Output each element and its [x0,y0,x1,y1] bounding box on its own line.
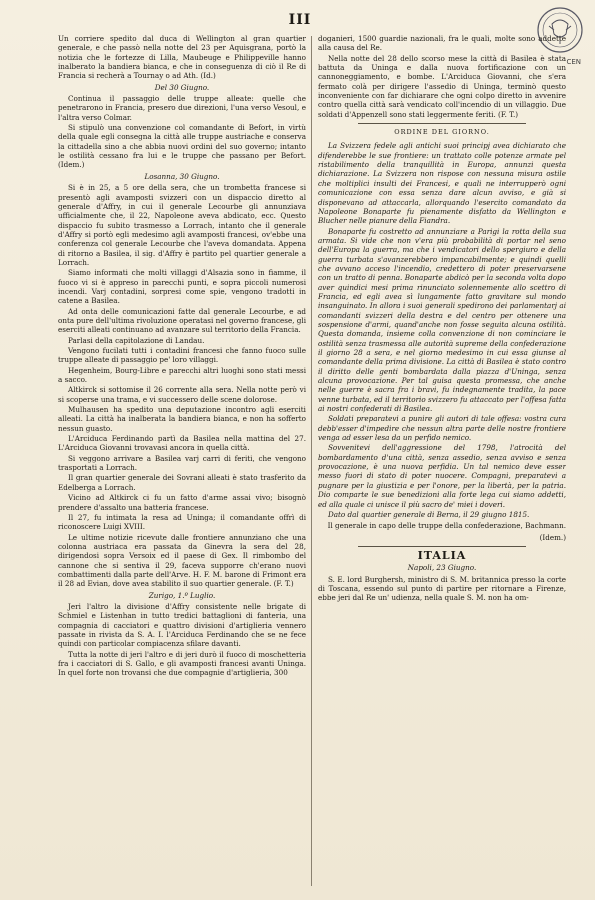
paragraph: Un corriere spedito dal duca di Wellington al gran quartier generale, e che passò nella notte del 23 per Aquisgrana, portò la notizia che le fortezze di Lilla, Maubeuge e Philippeville hanno inalberato la bandiera bianca, e che in conseguenza di ciò il Re di Francia si recherà a Tournay o ad Ath. (Id.) [58,34,306,81]
paragraph: L'Arciduca Ferdinando partì da Basilea nella mattina del 27. L'Arciduca Giovanni trovavasi ancora in quella città. [58,434,306,453]
column-divider [311,36,312,886]
paragraph: Sovvenitevi dell'aggressione del 1798, l'atrocità del bombardamento d'una città, senza assedio, senza avviso e senza provocazione, è una nuova perfidia. Un tal nemico deve esser messo fuori di stato di poter nuocere. Compagni, preparatevi a pugnare per la giustizia e per l'onore, per la libertà, per la patria. Dio comparte le sue benedizioni alla forte lega cui siamo addetti, ed alla quale ci unisce il più sacro de' miei i doveri. [318,443,566,509]
paragraph: S. E. lord Burghersh, ministro di S. M. britannica presso la corte di Toscana, essendo sul punto di partire per ritornare a Firenze, ebbe jeri dal Re un' udienza, nella quale S. M. non ha om- [318,574,566,603]
section-heading: ITALIA [417,548,467,562]
paragraph: Soldati preparatevi a punire gli autori di tale offesa: vostra cura debb'esser d'impedire che nessun altra parte delle nostre frontiere venga ad esser lesa da un perfido nemico. [318,414,566,443]
paragraph: Continua il passaggio delle truppe alleate: quelle che penetrarono in Francia, presero due direzioni, l'una verso Vesoul, e l'altra verso Colmar. [58,94,306,122]
dateline: Zurigo, 1.º Luglio. [148,590,216,600]
paragraph: Bonaparte fu costretto ad annunziare a Parigi la rotta della sua armata. Si vide che non v'era più probabilità di portar nel seno dell'Europa la guerra, ma che i vendicatori dello spergiuro e della guerra turbata s'avanzerebbero impancabilmente; e quindi quelli che avvano acceso l'incendio, credettero di poter preservarsene con un tratto di penna. Bonaparte abdicò per la seconda volta dopo aver quindici mesi prima rinunciato solennemente allo scettro di Francia, ed egli avea sì lungamente fatto gravitare sul mondo insanguinato. In allora i suoi generali spedirono dei parlamentarj ai comandanti svizzeri della destra e del centro per ottenere una sospensione d'armi, quand'anche non fosse seguita alcuna ostilità. Questa domanda, insieme colla convenzione di non cominciare le ostilità senza trasmessa alle autorità supreme della confederazione il giorno 28 a sera, e nel giorno medesimo in cui essa giunse al comandante della prima divisione. La città di Basilea è stato contro il diritto delle genti bombardata dalla piazza d'Uninga, senza alcuna provocazione. Per tal guisa questa promessa, che anche nelle guerre è sacra fra i bravi, fu indegnamente tradita, la pace venne turbata, ed il territorio svizzero fu attaccato per l'offesa fatta ai nostri confederati di Basilea. [318,226,566,414]
paragraph: Mulhausen ha spedito una deputazione incontro agli eserciti alleati. La città ha inalberata la bandiera bianca, e non ha sofferto nessun guasto. [58,405,306,433]
paragraph: Parlasi della capitolazione di Landau. [68,335,205,345]
paragraph: Si è in 25, a 5 ore della sera, che un trombetta francese si presentò agli avamposti svizzeri con un dispaccio diretto al generale d'Affry, in cui il generale Lecourbe gli annunziava ufficialmente che, il 22, Napoleone aveva abdicato, ecc. Questo dispaccio fu subito trasmesso a Lorrach, intanto che il generale d'Affry si portò egli medesimo agli avamposti francesi, ov'ebbe una conferenza col generale Lecourbe che l'aveva domandata. Appena di ritorno a Basilea, il sig. d'Affry è partito pel quartier generale a Lorrach. [58,183,306,267]
dateline: Losanna, 30 Giugno. [144,171,220,181]
paragraph: Jeri l'altro la divisione d'Affry consistente nelle brigate di Schmiel e Listenhan in tutto tredici battaglioni di fanteria, una compagnia di cacciatori e quattro divisioni d'artiglieria vennero passate in rivista da S. A. I. l'Arciduca Ferdinando che se ne fece quindi con particolar compiacenza sfilare davanti. [58,601,306,649]
paragraph: Nella notte del 28 dello scorso mese la città di Basilea è stata battuta da Uninga e dalla nuova fortificazione con un cannoneggiamento, e bombe. L'Arciduca Giovanni, che s'era fermato colà per dirigere l'assedio di Uninga, terminò questo inconveniente con far dichiarare che ogni colpo diretto in avvenire contro quella città sarà vendicato coll'incendio di un villaggio. Due soldati d'Appenzell sono stati leggermente feriti. (F. T.) [318,53,566,119]
paragraph: Vicino ad Altkirck ci fu un fatto d'arme assai vivo; bisognò prendere d'assalto una batteria francese. [58,493,306,512]
paragraph: Si veggono arrivare a Basilea varj carri di feriti, che vengono trasportati a Lorrach. [58,453,306,473]
paragraph: Le ultime notizie ricevute dalle frontiere annunziano che una colonna austriaca era passata da Ginevra la sera del 28, dirigendosi sopra Versoix ed il paese di Gex. Il rimbombo del cannone che si sentiva il 29, faceva supporre ch'erano nuovi combattimenti dalla parte dell'Arve. H. F. M. barone di Frimont era il 28 ad Evian, dove avea stabilito il suo quartier generale. (F. T.) [58,532,306,589]
left-column [58,34,306,892]
paragraph: Siamo informati che molti villaggi d'Alsazia sono in fiamme, il fuoco vi si è appreso in parecchi punti, e sopra piccoli numerosi incendi. Varj contadini, sorpresi come spie, vengono tradotti in catene a Basilea. [58,268,306,306]
paragraph: Altkirck si sottomise il 26 corrente alla sera. Nella notte però vi si scoperse una trama, e vi successero delle scene dolorose. [58,385,306,404]
signoff: (Idem.) [539,532,566,542]
dateline: Del 30 Giugno. [154,82,210,92]
dateline: Napoli, 23 Giugno. [407,563,477,573]
right-column [318,34,566,892]
paragraph: Ad onta delle comunicazioni fatte dal generale Lecourbe, e ad onta pure dell'ultima rivoluzione operatasi nel governo francese, gli eserciti alleati continuano ad avanzare sul territorio della Francia. [58,306,306,335]
paragraph: Il 27, fu intimata la resa ad Uninga; il comandante offrì di riconoscere Luigi XVIII. [58,512,306,532]
page-number: III [288,12,312,28]
paragraph: La Svizzera fedele agli antichi suoi principj avea dichiarato che difenderebbe le sue frontiere: un trattato colle potenze armate pel ristabilimento della tranquillità in Europa, annunzi questa dichiarazione. La Svizzera non rispose con nessuna misura ostile che moltiplici insulti dei Francesi, e quali ne interrupperò ogni comunicazione con essa senza dare alcun avviso, e già si disponevano ad attaccarla, allorquando l'esercito comandato da Napoleone Bonaparte fu pienamente disfatto da Wellington e Blucher nelle pianure della Fiandra. [318,141,566,226]
section-rule [358,546,526,547]
paragraph: Hegenheim, Bourg-Libre e parecchi altri luoghi sono stati messi a sacco. [58,365,306,385]
paragraph: Si stipulò una convenzione col comandante di Befort, in virtù della quale egli consegna la città alle truppe austriache e conserva la cittadella sino a che abbia nuovi ordini del suo governo; intanto le ostilità cessano fra lui e le truppe che passano per Befort. (Idem.) [58,123,306,170]
paragraph: Vengono fucilati tutti i contadini francesi che fanno fuoco sulle truppe alleate di passaggio pe' loro villaggi. [58,346,306,365]
paragraph: Tutta la notte di jeri l'altro e di jeri durò il fuoco di moschetteria fra i cacciatori di S. Gallo, e gli avamposti francesi avanti Uninga. In quel forte non trovansi che due compagnie d'artiglieria, 300 [58,649,306,678]
paragraph: Il gran quartier generale dei Sovrani alleati è stato trasferito da Edelberga a Lorrach. [58,473,306,492]
paragraph: doganieri, 1500 guardie nazionali, fra le quali, molte sono addette alla causa del Re. [318,34,566,53]
section-heading: ORDINE DEL GIORNO. [394,128,490,137]
stamp-label: CEN [566,58,581,66]
signoff: Il generale in capo delle truppe della confederazione, Bachmann. [327,521,566,531]
paragraph: Dato dal quartier generale di Berna, il 29 giugno 1815. [328,509,530,519]
section-rule [358,123,526,124]
